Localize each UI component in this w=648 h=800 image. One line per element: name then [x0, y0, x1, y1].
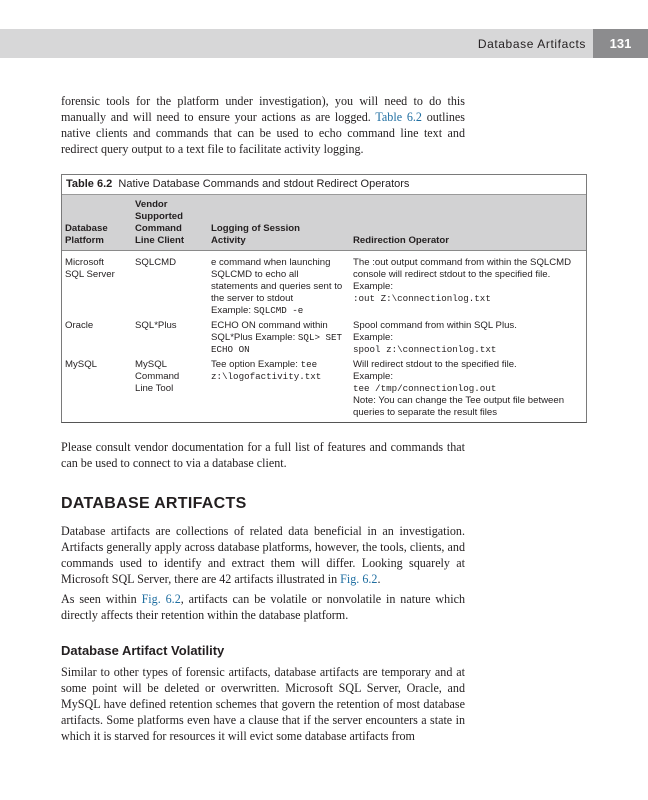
logging-text: ECHO ON command within SQL*Plus Example:	[211, 320, 328, 343]
section-heading-database-artifacts: DATABASE ARTIFACTS	[61, 495, 247, 512]
intro-paragraph-block	[61, 93, 465, 157]
cell-platform: MySQL	[65, 359, 97, 370]
intro-paragraph	[61, 93, 465, 157]
running-header	[0, 29, 648, 58]
cell-logging	[208, 317, 350, 356]
col-header-redirect: Redirection Operator	[350, 195, 586, 251]
redirect-note: Note: You can change the Tee output file between queries to separate the result files	[353, 395, 565, 418]
redirect-example-label: Example:	[353, 371, 393, 382]
cell-client: MySQL Command Line Tool	[135, 359, 180, 394]
redirect-example-code: tee /tmp/connectionlog.out	[353, 383, 497, 394]
cell-platform: Microsoft SQL Server	[65, 257, 115, 280]
logging-example-label: Example:	[211, 305, 254, 316]
redirect-example-code: :out Z:\connectionlog.txt	[353, 293, 491, 304]
logging-example-code: SQLCMD -e	[253, 305, 304, 316]
volatility-paragraph: Similar to other types of forensic artifacts, database artifacts are temporary and at some point will be deleted or overwritten. Microsoft SQL Server, Oracle, and MySQL have defined retention schemes that govern the retention of most database artifacts. Some platforms even have a clause that if the server encounters a state in which it is starved for resources it will evict some database artifacts from	[61, 665, 465, 743]
table-row	[62, 356, 586, 422]
volatility-intro-paragraph	[61, 591, 465, 623]
table-caption	[62, 175, 586, 195]
commands-table	[62, 195, 586, 422]
cell-logging	[208, 251, 350, 318]
cell-platform: Oracle	[65, 320, 94, 331]
logging-example-code: SQL> SET ECHO ON	[211, 332, 343, 355]
col-header-client: Vendor Supported Command Line Client	[132, 195, 208, 251]
col-header-logging: Logging of Session Activity	[208, 195, 350, 251]
logging-text: Tee option Example:	[211, 359, 301, 370]
col-header-platform: Database Platform	[62, 195, 132, 251]
redirect-example-code: spool z:\connectionlog.txt	[353, 344, 497, 355]
table-title: Native Database Commands and stdout Redirect Operators	[118, 178, 410, 190]
intro-text: forensic tools for the platform under investigation), you will need to do this manually and will need to ensure your actions as are logged.	[61, 94, 465, 124]
redirect-text: The :out output command from within the SQLCMD console will redirect stdout to the specified file.	[353, 257, 572, 280]
logging-text: e command when launching SQLCMD to echo all statements and queries sent to the server to stdout	[211, 257, 343, 304]
table-ref-link[interactable]: Table 6.2	[375, 110, 422, 124]
artifacts-paragraph	[61, 523, 465, 587]
redirect-text: Will redirect stdout to the specified file.	[353, 359, 517, 370]
cell-client: SQL*Plus	[135, 320, 177, 331]
volatility-intro-text-end: , artifacts can be volatile or nonvolatile in nature which directly affects their retention within the database platform.	[61, 592, 465, 622]
cell-redirect	[350, 251, 586, 318]
table-row	[62, 251, 586, 318]
figure-ref-link[interactable]: Fig. 6.2	[340, 572, 378, 586]
redirect-example-label: Example:	[353, 332, 393, 343]
redirect-text: Spool command from within SQL Plus.	[353, 320, 517, 331]
page-number: 131	[593, 29, 648, 58]
logging-example-code: tee z:\logofactivity.txt	[211, 359, 322, 382]
table-6-2	[61, 174, 587, 423]
figure-ref-link[interactable]: Fig. 6.2	[141, 592, 181, 606]
section-heading-volatility: Database Artifact Volatility	[61, 643, 225, 658]
cell-redirect	[350, 356, 586, 422]
intro-text-after: outlines native clients and commands that can be used to echo command line text and redirect query output to a text file to facilitate activity logging.	[61, 110, 465, 156]
consult-paragraph: Please consult vendor documentation for a full list of features and commands that can be used to connect to via a database client.	[61, 440, 465, 470]
cell-redirect	[350, 317, 586, 356]
cell-logging	[208, 356, 350, 422]
table-row	[62, 317, 586, 356]
redirect-example-label: Example:	[353, 281, 393, 292]
table-label: Table 6.2	[66, 178, 113, 190]
volatility-intro-text: As seen within	[61, 592, 142, 606]
running-title: Database Artifacts	[477, 37, 586, 51]
cell-client: SQLCMD	[135, 257, 177, 268]
artifacts-text-end: .	[377, 572, 381, 586]
table-header-row	[62, 195, 586, 251]
artifacts-text: Database artifacts are collections of related data beneficial in an investigation. Artifacts generally apply across database platforms, however, the tools, clients, and commands used to identify and extract them will differ. Looking squarely at Microsoft SQL Server, there are 42 artifacts illustrated in	[61, 524, 465, 586]
